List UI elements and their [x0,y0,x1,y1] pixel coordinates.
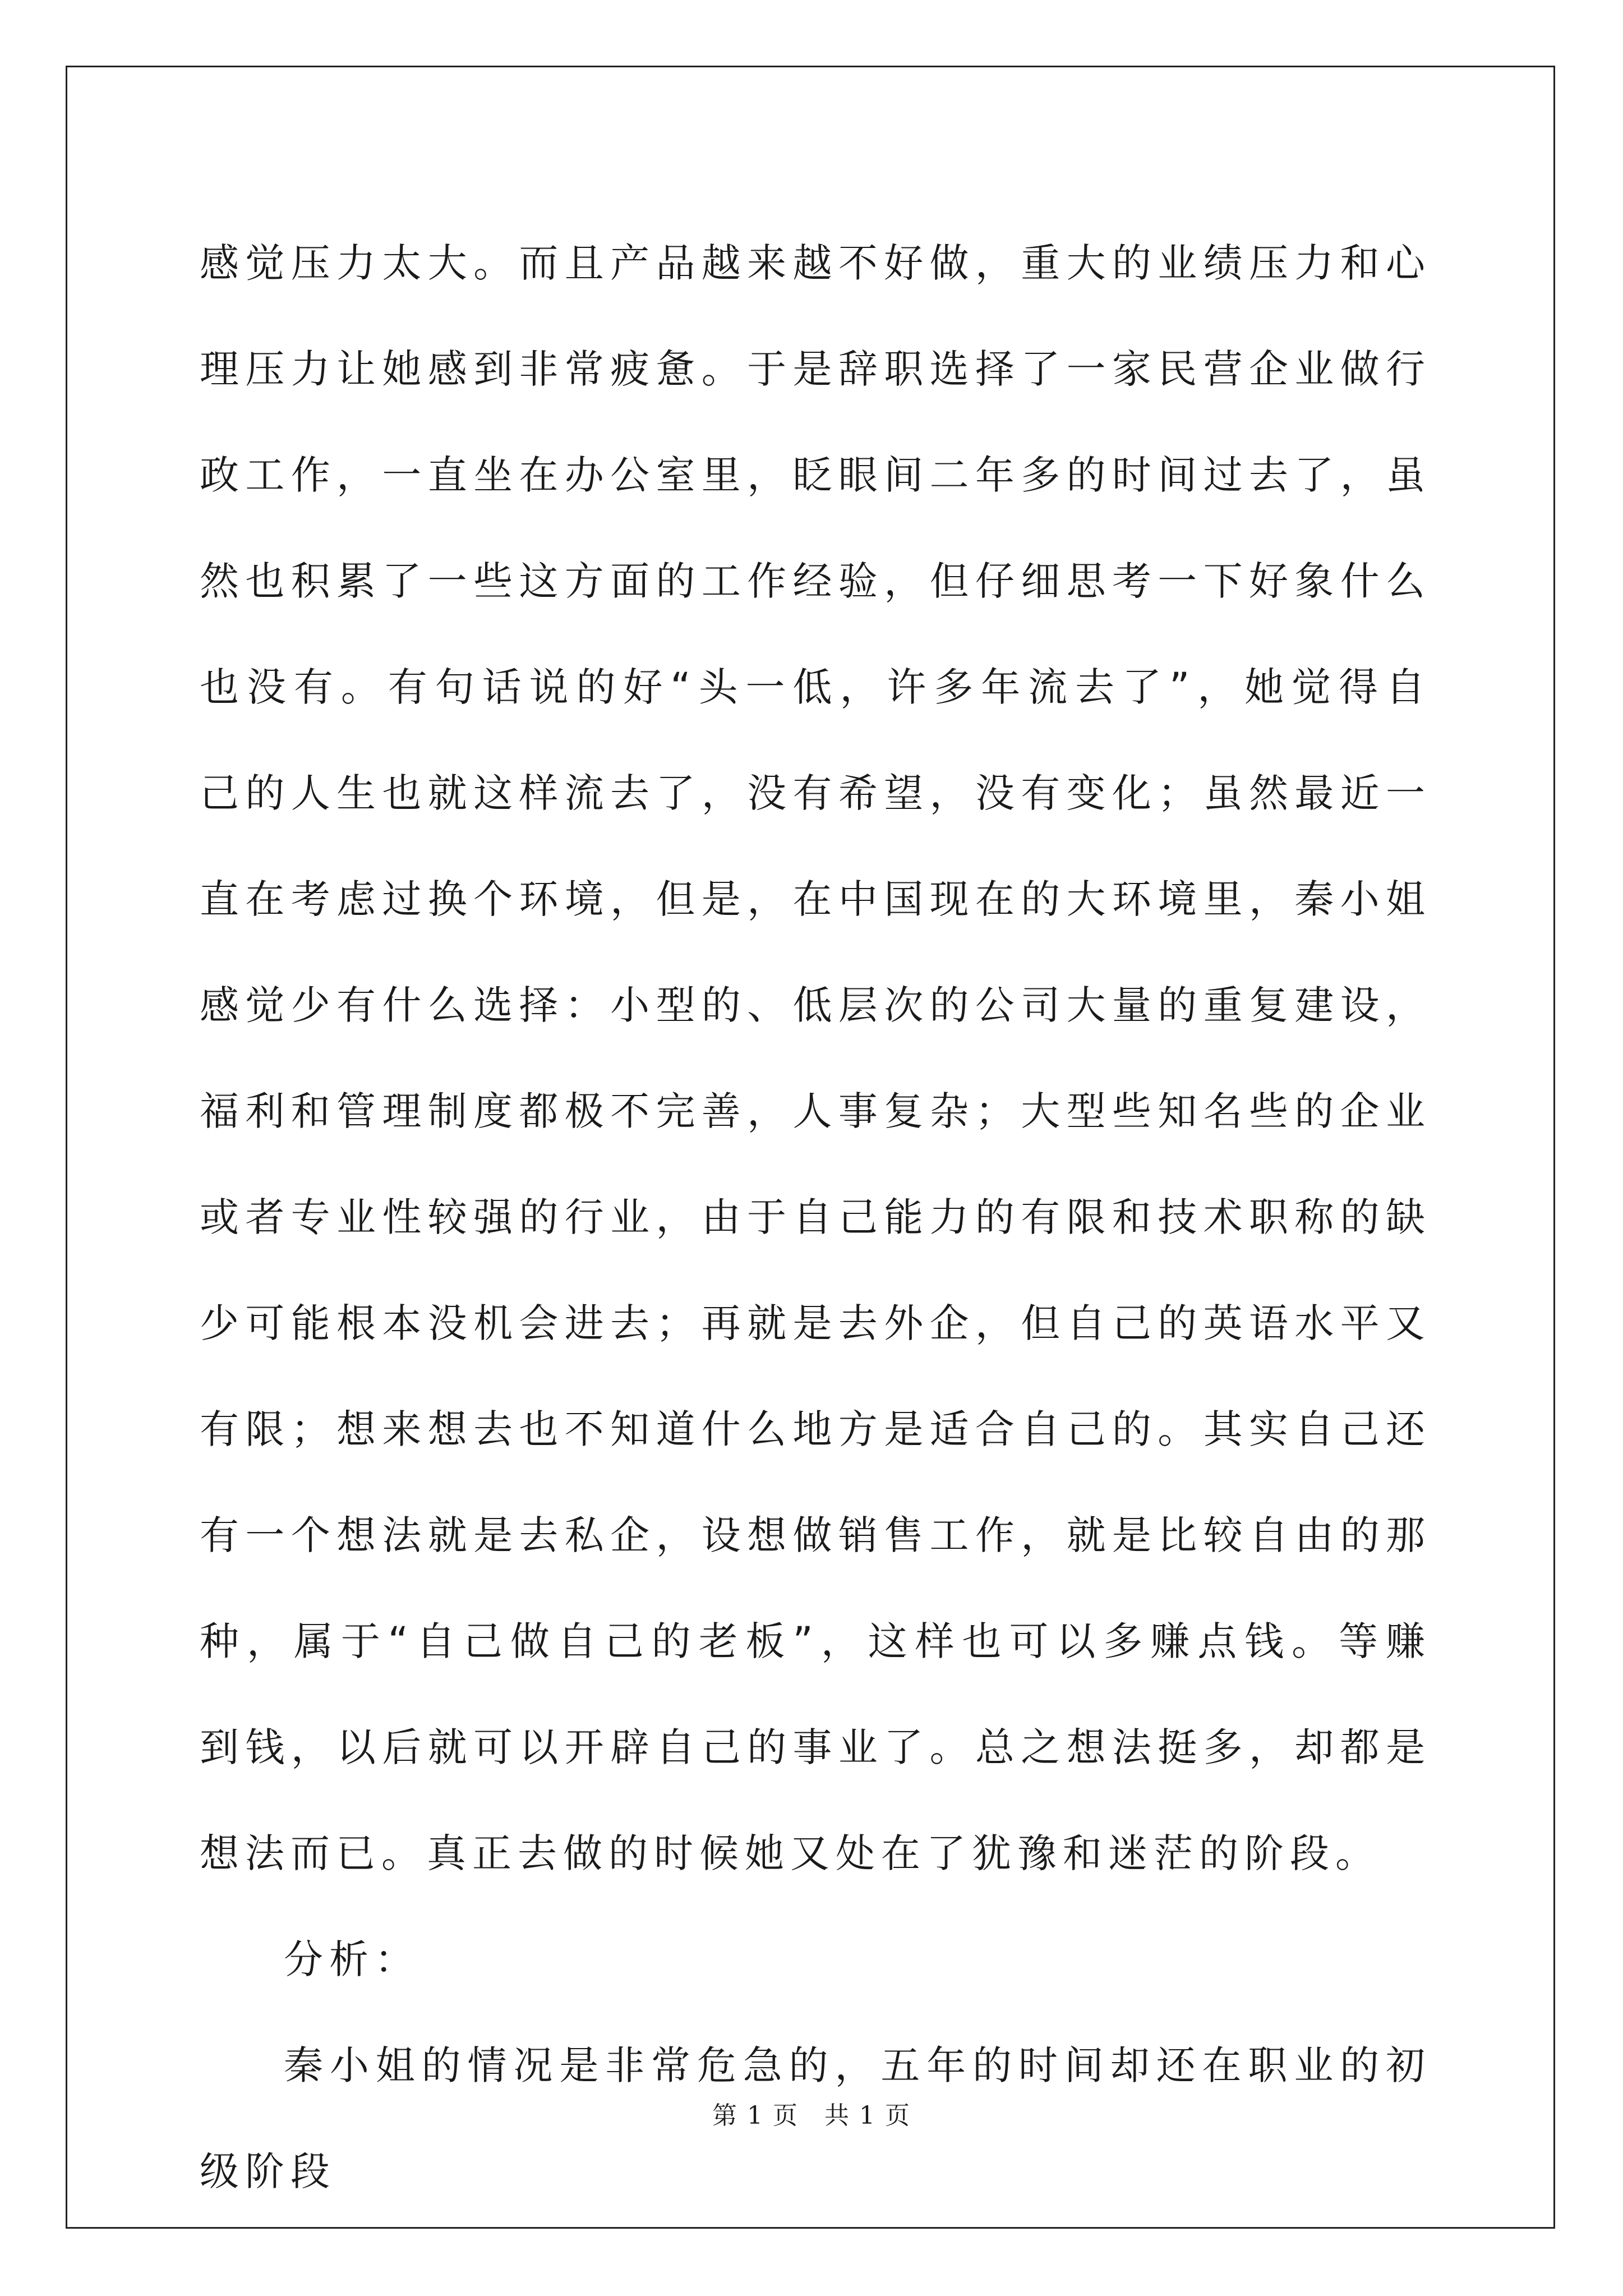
paragraph-continuation: 感觉压力太大。而且产品越来越不好做，重大的业绩压力和心理压力让她感到非常疲惫。于是辞职选择了一家民营企业做行政工作，一直坐在办公室里，眨眼间二年多的时间过去了，虽然也积累了一些这方面的工作经验，但仔细思考一下好象什么也没有。有句话说的好“头一低，许多年流去了”，她觉得自己的人生也就这样流去了，没有希望，没有变化；虽然最近一直在考虑过换个环境，但是，在中国现在的大环境里，秦小姐感觉少有什么选择：小型的、低层次的公司大量的重复建设，福利和管理制度都极不完善，人事复杂；大型些知名些的企业或者专业性较强的行业，由于自己能力的有限和技术职称的缺少可能根本没机会进去；再就是去外企，但自己的英语水平又有限；想来想去也不知道什么地方是适合自己的。其实自己还有一个想法就是去私企，设想做销售工作，就是比较自由的那种，属于“自己做自己的老板”，这样也可以多赚点钱。等赚到钱，以后就可以开辟自己的事业了。总之想法挺多，却都是想法而已。真正去做的时候她又处在了犹豫和迷茫的阶段。 [200,240,1431,1876]
paragraph-analysis-text: 秦小姐的情况是非常危急的，五年的时间却还在职业的初级阶段 [200,2042,1431,2194]
paragraph-analysis-heading: 分析： [284,1936,420,1982]
document-body [200,210,1431,2225]
page-number-footer: 第 1 页 共 1 页 [712,2101,911,2130]
